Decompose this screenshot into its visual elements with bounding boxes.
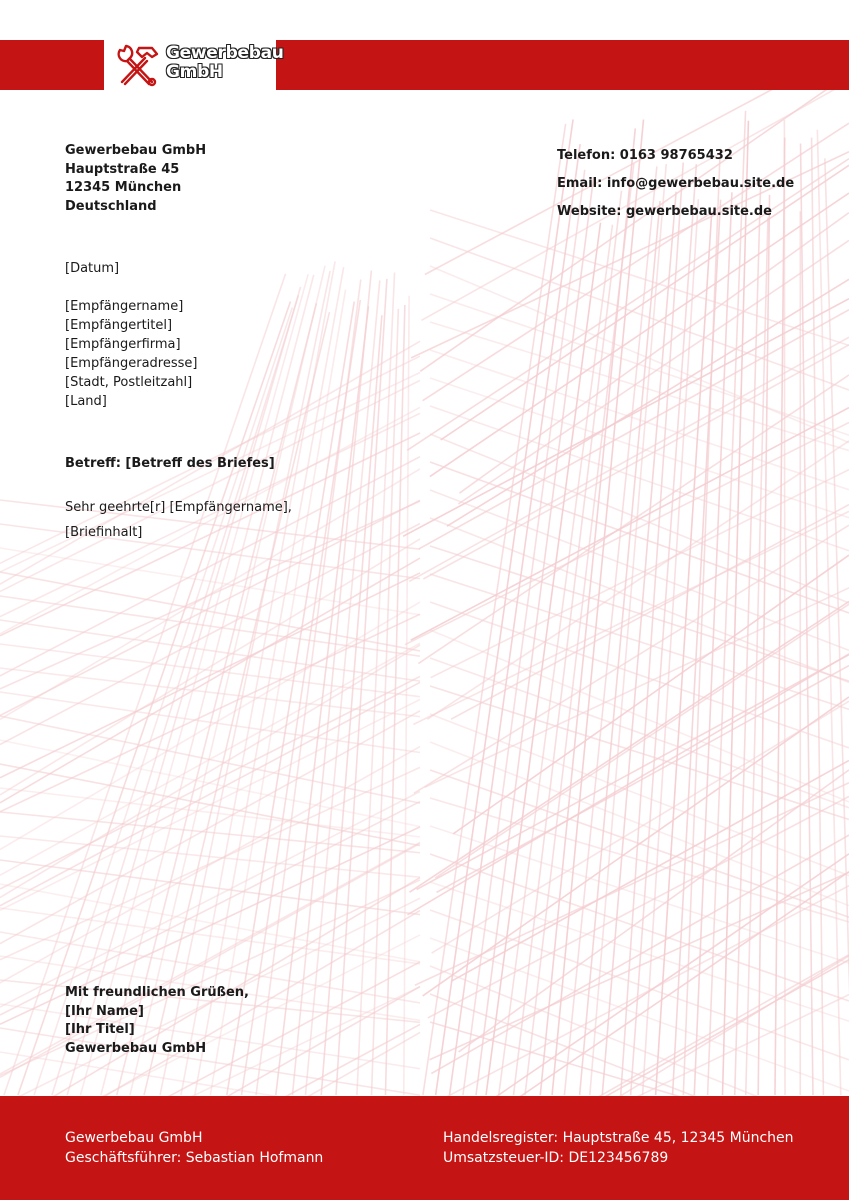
logo-text-line1: Gewerbebau	[166, 43, 284, 63]
logo-text-line2: GmbH	[166, 62, 223, 82]
recipient-country: [Land]	[65, 394, 107, 409]
footer-ceo: Geschäftsführer: Sebastian Hofmann	[65, 1150, 324, 1166]
sender-city: 12345 München	[65, 180, 182, 195]
closing-company: Gewerbebau GmbH	[65, 1040, 207, 1056]
footer-company: Gewerbebau GmbH	[65, 1130, 203, 1146]
hammer-wrench-icon	[112, 40, 162, 90]
closing-greeting: Mit freundlichen Grüßen,	[65, 985, 249, 1000]
footer-bar	[0, 1096, 849, 1200]
sender-country: Deutschland	[65, 198, 157, 214]
logo-text	[166, 44, 284, 82]
contact-info	[557, 142, 794, 226]
recipient-address	[65, 297, 197, 411]
contact-phone: Telefon: 0163 98765432	[557, 148, 733, 163]
footer-left	[65, 1128, 323, 1168]
recipient-address-line: [Empfängeradresse]	[65, 356, 198, 371]
footer-vat: Umsatzsteuer-ID: DE123456789	[443, 1150, 669, 1166]
contact-email: Email: info@gewerbebau.site.de	[557, 176, 795, 191]
company-logo	[112, 40, 284, 90]
header-bar-left	[0, 40, 104, 90]
sender-address	[65, 142, 206, 216]
recipient-city: [Stadt, Postleitzahl]	[65, 375, 193, 390]
letter-salutation: Sehr geehrte[r] [Empfängername],	[65, 500, 292, 515]
letter-subject: Betreff: [Betreff des Briefes]	[65, 456, 275, 471]
contact-website: Website: gewerbebau.site.de	[557, 204, 772, 219]
letter-closing	[65, 984, 249, 1058]
footer-right	[443, 1128, 794, 1168]
recipient-company: [Empfängerfirma]	[65, 337, 181, 352]
letter-date: [Datum]	[65, 261, 120, 276]
letter-body: [Briefinhalt]	[65, 525, 143, 540]
header-bar-right	[276, 40, 849, 90]
closing-name: [Ihr Name]	[65, 1003, 144, 1019]
sender-street: Hauptstraße 45	[65, 161, 180, 177]
closing-title: [Ihr Titel]	[65, 1022, 135, 1037]
sender-company: Gewerbebau GmbH	[65, 143, 207, 158]
recipient-name: [Empfängername]	[65, 299, 184, 314]
recipient-title: [Empfängertitel]	[65, 318, 173, 333]
footer-register: Handelsregister: Hauptstraße 45, 12345 München	[443, 1130, 794, 1146]
